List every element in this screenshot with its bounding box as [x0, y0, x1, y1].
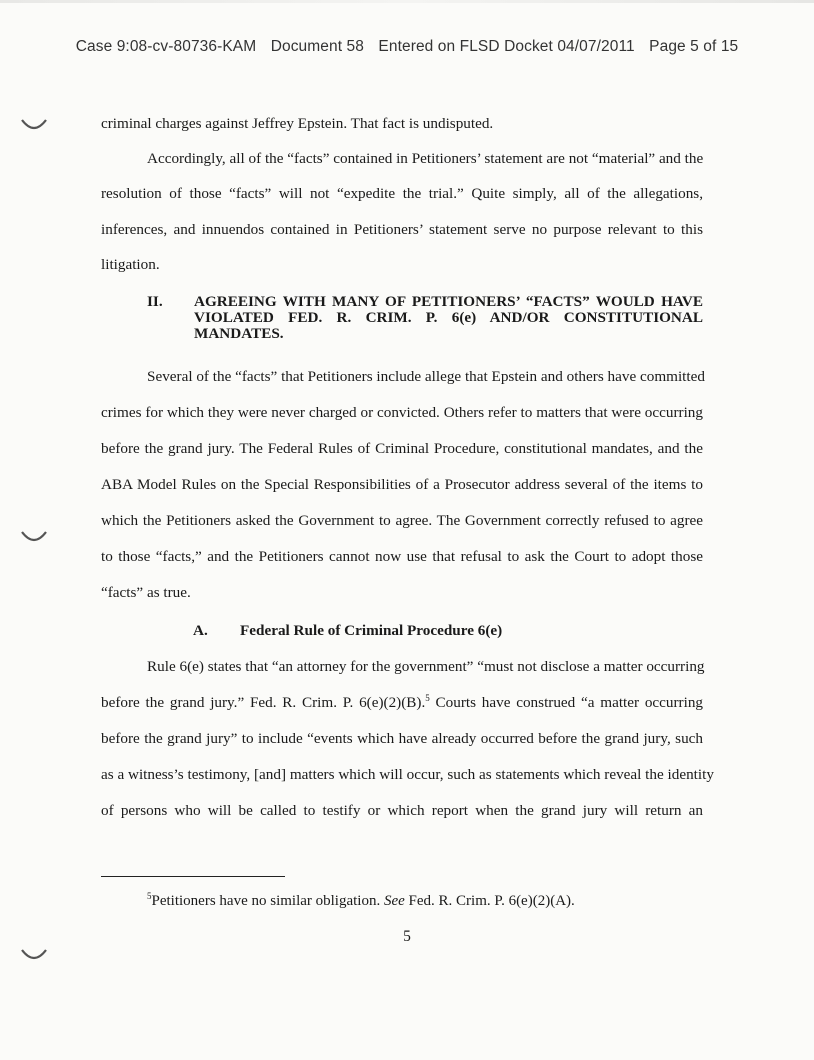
- paragraph-line: as a witness’s testimony, [and] matters which will occur, such as statements which reveal the identity: [101, 766, 714, 783]
- footnote: $^5$Petitioners have no similar obligation. See Fed. R. Crim. P. 6(e)(2)(A).: [147, 891, 575, 909]
- punch-hole-mark: [20, 530, 48, 544]
- paragraph-line: to those “facts,” and the Petitioners cannot now use that refusal to ask the Court to adopt those: [101, 548, 703, 565]
- paragraph-line: of persons who will be called to testify or which report when the grand jury will return an: [101, 802, 703, 819]
- paragraph-line: “facts” as true.: [101, 584, 191, 601]
- punch-hole-mark: [20, 948, 48, 962]
- paragraph-line: inferences, and innuendos contained in Petitioners’ statement serve no purpose relevant to this: [101, 221, 703, 238]
- heading-line: MANDATES.: [194, 325, 284, 342]
- subsection-letter: A.: [193, 622, 208, 639]
- paragraph-line: which the Petitioners asked the Government to agree. The Government correctly refused to agree: [101, 512, 703, 529]
- paragraph-line: litigation.: [101, 256, 160, 273]
- punch-hole-mark: [20, 118, 48, 132]
- case-number: Case 9:08-cv-80736-KAM: [75, 38, 257, 55]
- heading-line: VIOLATED FED. R. CRIM. P. 6(e) AND/OR CONSTITUTIONAL: [194, 309, 703, 326]
- paragraph-line: Rule 6(e) states that “an attorney for the government” “must not disclose a matter occurring: [147, 658, 705, 675]
- footnote-reference[interactable]: 5: [425, 693, 430, 703]
- paragraph-line: Several of the “facts” that Petitioners include allege that Epstein and others have committed: [147, 368, 705, 385]
- document-number: Document 58: [270, 38, 364, 55]
- scan-edge: [0, 0, 814, 3]
- footnote-marker: 5: [147, 891, 152, 901]
- paragraph-line: criminal charges against Jeffrey Epstein. That fact is undisputed.: [101, 115, 494, 132]
- paragraph-line: crimes for which they were never charged or convicted. Others refer to matters that were occurring: [101, 404, 703, 421]
- page-number: 5: [403, 928, 411, 945]
- subsection-title: Federal Rule of Criminal Procedure 6(e): [240, 622, 503, 639]
- section-number: II.: [147, 293, 163, 310]
- footnote-divider: [101, 876, 285, 877]
- heading-line: AGREEING WITH MANY OF PETITIONERS’ “FACTS” WOULD HAVE: [194, 293, 703, 310]
- docket-entry: Entered on FLSD Docket 04/07/2011: [378, 38, 635, 55]
- docket-header: [0, 38, 814, 56]
- paragraph-line: before the grand jury” to include “events which have already occurred before the grand jury, such: [101, 730, 703, 747]
- page-count: Page 5 of 15: [649, 38, 739, 55]
- paragraph-line: before the grand jury.” Fed. R. Crim. P. 6(e)(2)(B).$^5$ Courts have construed “a matter occurring: [101, 693, 704, 711]
- paragraph-line: ABA Model Rules on the Special Responsibilities of a Prosecutor address several of the items to: [101, 476, 703, 493]
- paragraph-line: resolution of those “facts” will not “expedite the trial.” Quite simply, all of the allegations,: [101, 185, 703, 202]
- paragraph-line: Accordingly, all of the “facts” contained in Petitioners’ statement are not “material” and the: [147, 150, 704, 167]
- paragraph-line: before the grand jury. The Federal Rules of Criminal Procedure, constitutional mandates, and the: [101, 440, 703, 457]
